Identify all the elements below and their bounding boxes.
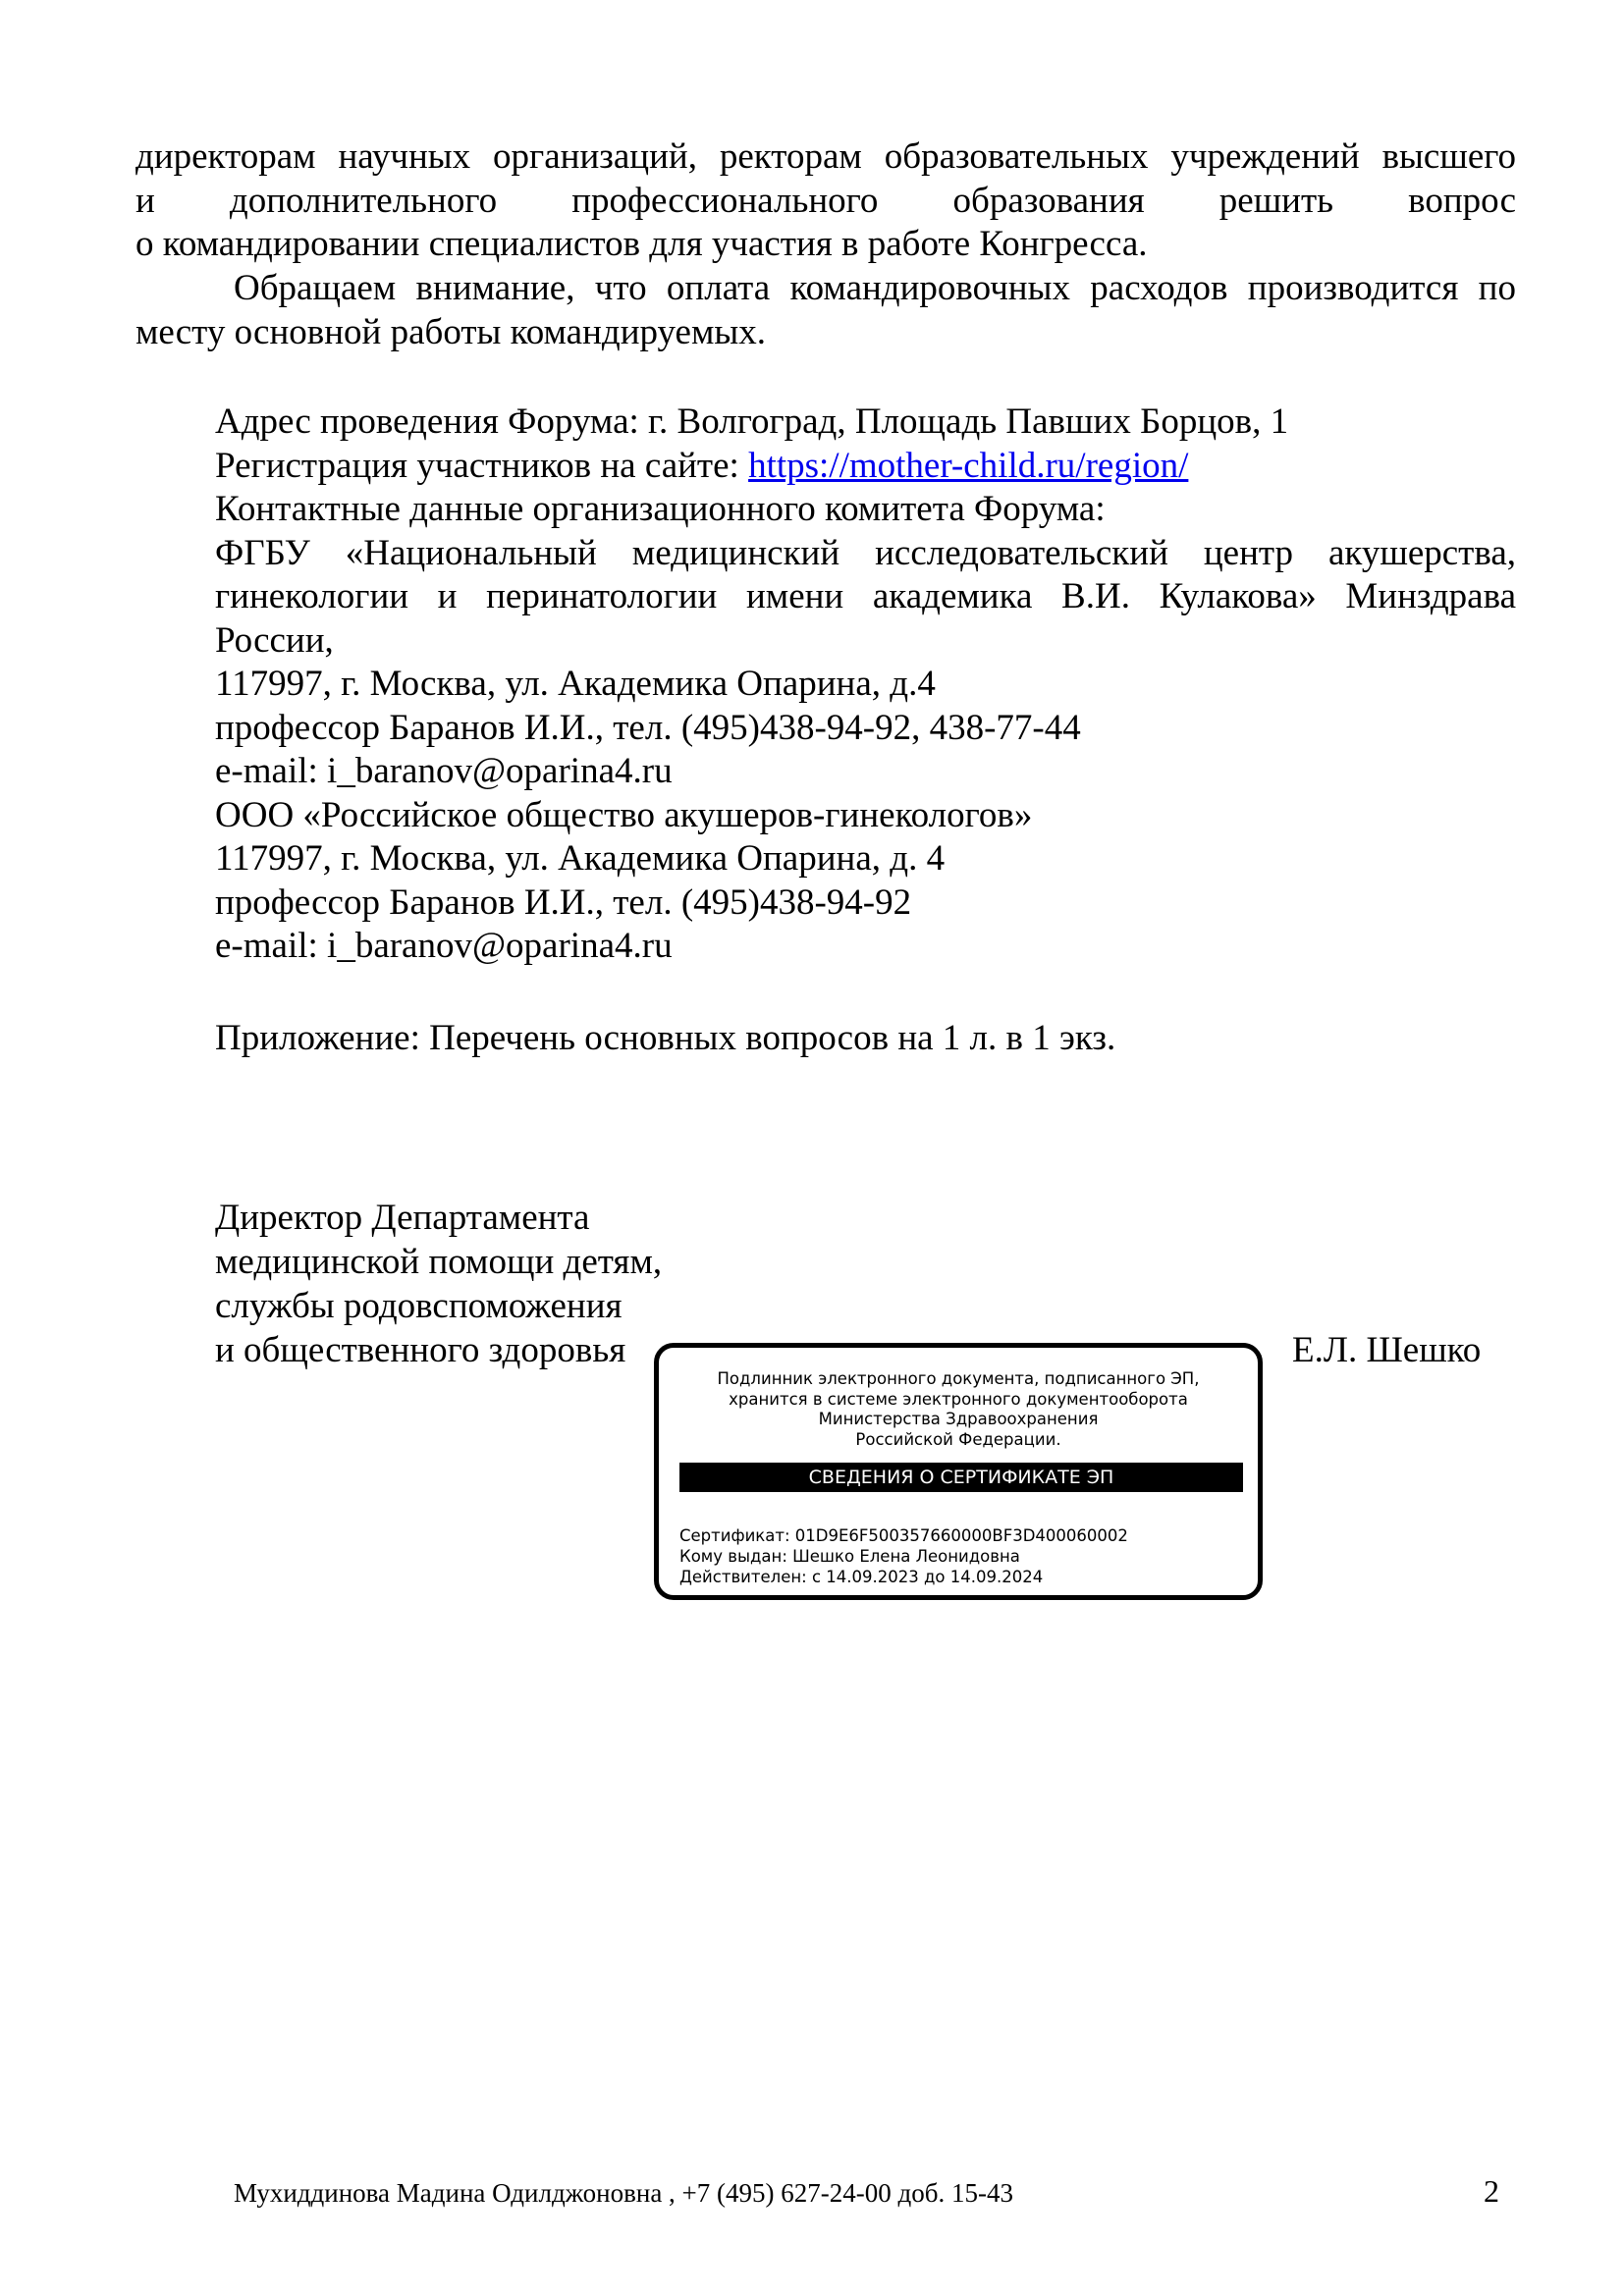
intro-line-2: и дополнительного профессионального образования решить вопрос [135,180,1516,221]
attachment-text: Приложение: Перечень основных вопросов на 1 л. в 1 экз. [215,1018,1116,1058]
e-signature-stamp [654,1343,1263,1600]
org1-name-line-3: России, [215,619,334,661]
notice-line-1: Обращаем внимание, что оплата командировочных расходов производится по [234,268,1516,308]
position-line-4: и общественного здоровья [215,1330,626,1370]
stamp-header [659,1369,1258,1450]
org2-name: ООО «Российское общество акушеров-гинекологов» [215,794,1033,835]
notice-paragraph [135,267,1516,354]
position-line-2: медицинской помощи детям, [215,1242,663,1282]
intro-line-3: о командировании специалистов для участия в работе Конгресса. [135,224,1148,264]
org1-address: 117997, г. Москва, ул. Академика Опарина, д.4 [215,664,936,704]
position-line-3: службы родовспоможения [215,1286,623,1326]
executor-footer: Мухиддинова Мадина Одилджоновна , +7 (495) 627-24-00 доб. 15-43 [234,2178,1013,2208]
forum-address: Адрес проведения Форума: г. Волгоград, Площадь Павших Борцов, 1 [215,401,1289,442]
notice-line-2: месту основной работы командируемых. [135,311,766,352]
org2-address: 117997, г. Москва, ул. Академика Опарина, д. 4 [215,838,946,879]
org2-email: e-mail: i_baranov@oparina4.ru [215,926,673,966]
signatory-position [215,1196,662,1372]
certificate-number: Сертификат: 01D9E6F500357660000BF3D400060002 [679,1526,1128,1545]
stamp-certificate-bar: СВЕДЕНИЯ О СЕРТИФИКАТЕ ЭП [679,1463,1243,1492]
org1-name-line-2: гинекологии и перинатологии имени академика В.И. Кулакова» Минздрава [215,576,1516,616]
org2-person: профессор Баранов И.И., тел. (495)438-94-92 [215,881,912,923]
signatory-name: Е.Л. Шешко [1292,1330,1482,1370]
org1-person: профессор Баранов И.И., тел. (495)438-94-92, 438-77-44 [215,707,1081,748]
certificate-validity: Действителен: с 14.09.2023 до 14.09.2024 [679,1568,1044,1586]
stamp-header-line-4: Российской Федерации. [855,1429,1061,1449]
registration-line [215,445,1516,489]
registration-label: Регистрация участников на сайте: [215,445,749,486]
stamp-header-line-2: хранится в системе электронного документооборота [729,1389,1188,1409]
intro-line-1: директорам научных организаций, ректорам образовательных учреждений высшего [135,136,1516,177]
intro-paragraph [135,135,1516,267]
stamp-header-line-3: Министерства Здравоохранения [818,1410,1099,1428]
attachment-note [215,1017,1516,1061]
org1-name-line-1: ФГБУ «Национальный медицинский исследовательский центр акушерства, [215,532,1516,573]
page-number: 2 [1484,2173,1499,2209]
contacts-block [215,400,1516,969]
stamp-certificate-info [679,1525,1128,1587]
registration-link[interactable]: https://mother-child.ru/region/ [748,445,1189,486]
certificate-owner: Кому выдан: Шешко Елена Леонидовна [679,1547,1020,1566]
org1-email: e-mail: i_baranov@oparina4.ru [215,751,673,791]
stamp-header-line-1: Подлинник электронного документа, подписанного ЭП, [717,1369,1200,1388]
committee-label: Контактные данные организационного комитета Форума: [215,489,1106,529]
position-line-1: Директор Департамента [215,1198,590,1238]
